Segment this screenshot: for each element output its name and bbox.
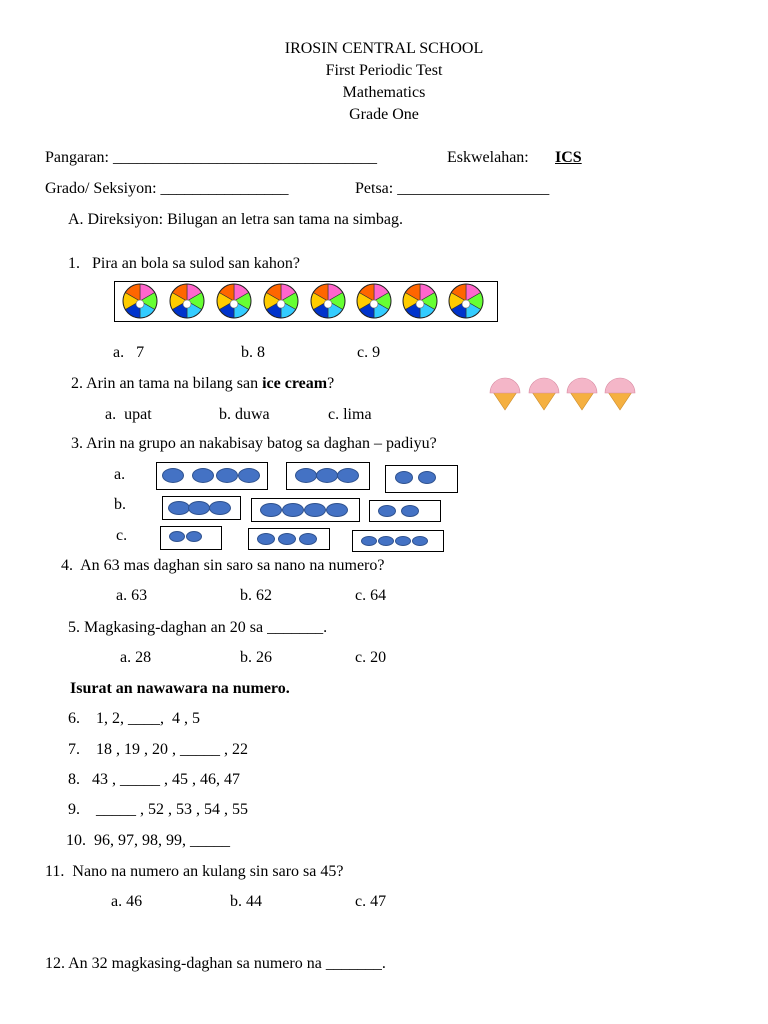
q5-option-c: c. 20	[355, 649, 387, 666]
q8-text: 8. 43 , _____ , 45 , 46, 47	[68, 771, 240, 788]
q6-text: 6. 1, 2, ____, 4 , 5	[68, 710, 200, 727]
beach-ball-icon	[264, 284, 298, 318]
q3-label-b: b.	[114, 496, 126, 513]
q1-option-a: a. 7	[113, 344, 145, 361]
dot	[412, 536, 428, 546]
dot	[216, 468, 238, 483]
q3-label-a: a.	[114, 466, 126, 483]
beach-ball-icon	[311, 284, 345, 318]
section-field: Grado/ Seksiyon: ________________	[45, 180, 289, 197]
dot	[278, 533, 296, 545]
q11-option-b: b. 44	[230, 893, 262, 910]
q2-option-a: a. upat	[105, 406, 152, 423]
q1-option-c: c. 9	[357, 344, 381, 361]
beach-ball-icon	[449, 284, 483, 318]
dot	[257, 533, 275, 545]
dot	[188, 501, 210, 515]
q4-option-a: a. 63	[116, 587, 148, 604]
dot	[169, 531, 185, 542]
subject-title: Mathematics	[342, 84, 426, 101]
q3-text: 3. Arin na grupo an nakabisay batog sa daghan – padiyu?	[71, 435, 437, 452]
dot	[401, 505, 419, 517]
q5-option-a: a. 28	[120, 649, 152, 666]
test-title: First Periodic Test	[325, 62, 443, 79]
q10-text: 10. 96, 97, 98, 99, _____	[66, 832, 230, 849]
dot	[337, 468, 359, 483]
dot	[299, 533, 317, 545]
dot	[316, 468, 338, 483]
dot	[418, 471, 436, 484]
dot	[192, 468, 214, 483]
q2-option-c: c. lima	[328, 406, 372, 423]
school-field-label: Eskwelahan:	[447, 149, 529, 166]
dot	[326, 503, 348, 517]
q9-text: 9. _____ , 52 , 53 , 54 , 55	[68, 801, 248, 818]
q2-text	[71, 374, 334, 394]
beach-ball-icon	[123, 284, 157, 318]
dot	[282, 503, 304, 517]
q2-prefix: 2. Arin an tama na bilang san	[71, 375, 263, 392]
q1-text: 1. Pira an bola sa sulod san kahon?	[68, 255, 300, 272]
dot	[295, 468, 317, 483]
beach-ball-icon	[403, 284, 437, 318]
dot	[186, 531, 202, 542]
dot	[162, 468, 184, 483]
ice-cream-icons	[488, 374, 638, 414]
name-field: Pangaran: _________________________________	[45, 149, 377, 166]
q11-text: 11. Nano na numero an kulang sin saro sa 45?	[45, 863, 344, 880]
date-field: Petsa: ___________________	[355, 180, 550, 197]
direction-a: A. Direksiyon: Bilugan an letra san tama na simbag.	[68, 211, 404, 228]
dot	[168, 501, 190, 515]
beach-ball-icon	[217, 284, 251, 318]
q5-option-b: b. 26	[240, 649, 272, 666]
q2-option-b: b. duwa	[219, 406, 270, 423]
ice-cream-icon	[567, 378, 597, 410]
dot	[378, 536, 394, 546]
dot	[304, 503, 326, 517]
dot	[395, 471, 413, 484]
dot	[260, 503, 282, 517]
dot	[209, 501, 231, 515]
dot	[238, 468, 260, 483]
ice-cream-icon	[490, 378, 520, 410]
school-field-value: ICS	[555, 149, 582, 166]
q2-suffix: ?	[327, 375, 335, 392]
beach-ball-icon	[170, 284, 204, 318]
q11-option-a: a. 46	[111, 893, 143, 910]
dot	[395, 536, 411, 546]
beach-ball-icon	[357, 284, 391, 318]
q4-text: 4. An 63 mas daghan sin saro sa nano na numero?	[61, 557, 385, 574]
q3-label-c: c.	[116, 527, 128, 544]
dot	[361, 536, 377, 546]
q12-text: 12. An 32 magkasing-daghan sa numero na _______.	[45, 955, 386, 972]
ice-cream-icon	[605, 378, 635, 410]
fill-in-heading: Isurat an nawawara na numero.	[70, 680, 290, 697]
q11-option-c: c. 47	[355, 893, 387, 910]
grade-title: Grade One	[349, 106, 419, 123]
q4-option-b: b. 62	[240, 587, 272, 604]
beach-balls	[114, 281, 498, 322]
q1-option-b: b. 8	[241, 344, 265, 361]
school-title: IROSIN CENTRAL SCHOOL	[284, 40, 484, 57]
q2-bold: ice cream	[262, 375, 328, 392]
ice-cream-icon	[529, 378, 559, 410]
q7-text: 7. 18 , 19 , 20 , _____ , 22	[68, 741, 248, 758]
dot	[378, 505, 396, 517]
q5-text: 5. Magkasing-daghan an 20 sa _______.	[68, 619, 328, 636]
q4-option-c: c. 64	[355, 587, 387, 604]
